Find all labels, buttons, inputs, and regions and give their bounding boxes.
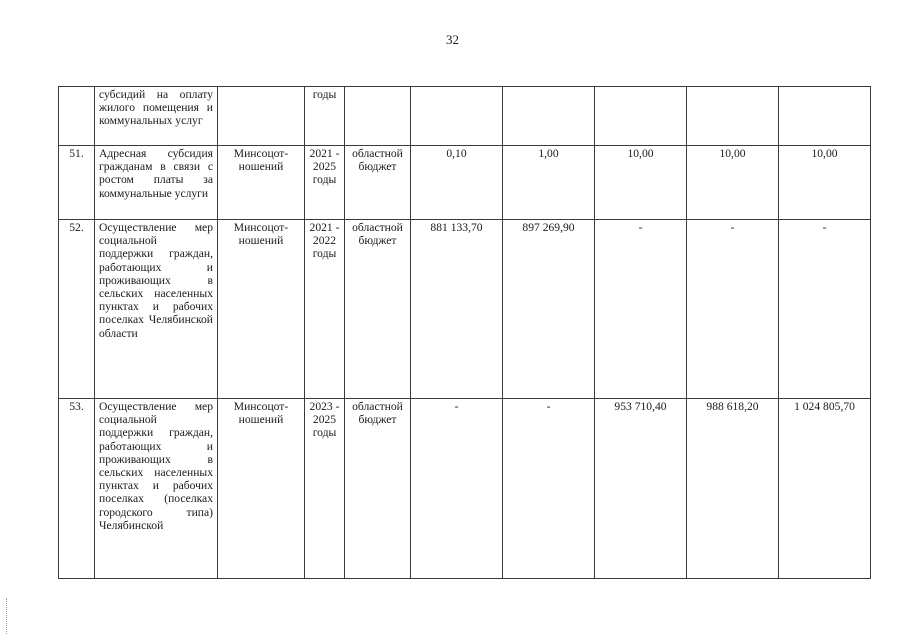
value-cell: 10,00 <box>595 146 687 220</box>
value-cell: - <box>687 220 779 399</box>
executor: Минсоцот-ношений <box>218 399 305 579</box>
period: 2021 - 2025 годы <box>305 146 345 220</box>
value-cell: - <box>595 220 687 399</box>
scan-artifact <box>6 598 8 634</box>
value-cell: 10,00 <box>779 146 871 220</box>
measure-name: Осуществление мер социальной поддержки граждан, работающих и проживающих в сельских населенных пунктах и рабочих поселках (поселках городского типа) Челябинской <box>95 399 218 579</box>
period: годы <box>305 87 345 146</box>
table-row <box>59 220 871 399</box>
value-cell: 0,10 <box>411 146 503 220</box>
value-cell <box>687 87 779 146</box>
value-cell: 988 618,20 <box>687 399 779 579</box>
executor <box>218 87 305 146</box>
table-row <box>59 146 871 220</box>
value-cell <box>411 87 503 146</box>
value-cell: - <box>503 399 595 579</box>
value-cell: 953 710,40 <box>595 399 687 579</box>
value-cell <box>779 87 871 146</box>
period: 2021 - 2022 годы <box>305 220 345 399</box>
funding-source: областной бюджет <box>345 399 411 579</box>
table-row <box>59 87 871 146</box>
measure-name: Адресная субсидия гражданам в связи с ростом платы за коммунальные услуги <box>95 146 218 220</box>
value-cell: - <box>779 220 871 399</box>
measure-name: Осуществление мер социальной поддержки граждан, работающих и проживающих в сельских населенных пунктах и рабочих поселках Челябинской области <box>95 220 218 399</box>
row-number: 51. <box>59 146 95 220</box>
value-cell: - <box>411 399 503 579</box>
value-cell: 897 269,90 <box>503 220 595 399</box>
row-number: 53. <box>59 399 95 579</box>
measure-name: субсидий на оплату жилого помещения и коммунальных услуг <box>95 87 218 146</box>
value-cell <box>503 87 595 146</box>
value-cell: 881 133,70 <box>411 220 503 399</box>
row-number: 52. <box>59 220 95 399</box>
page-number: 32 <box>446 32 459 47</box>
value-cell: 10,00 <box>687 146 779 220</box>
value-cell: 1,00 <box>503 146 595 220</box>
funding-source: областной бюджет <box>345 146 411 220</box>
period: 2023 - 2025 годы <box>305 399 345 579</box>
funding-source: областной бюджет <box>345 220 411 399</box>
funding-source <box>345 87 411 146</box>
executor: Минсоцот-ношений <box>218 220 305 399</box>
value-cell <box>595 87 687 146</box>
budget-table <box>58 86 871 579</box>
executor: Минсоцот-ношений <box>218 146 305 220</box>
row-number <box>59 87 95 146</box>
table-row <box>59 399 871 579</box>
value-cell: 1 024 805,70 <box>779 399 871 579</box>
